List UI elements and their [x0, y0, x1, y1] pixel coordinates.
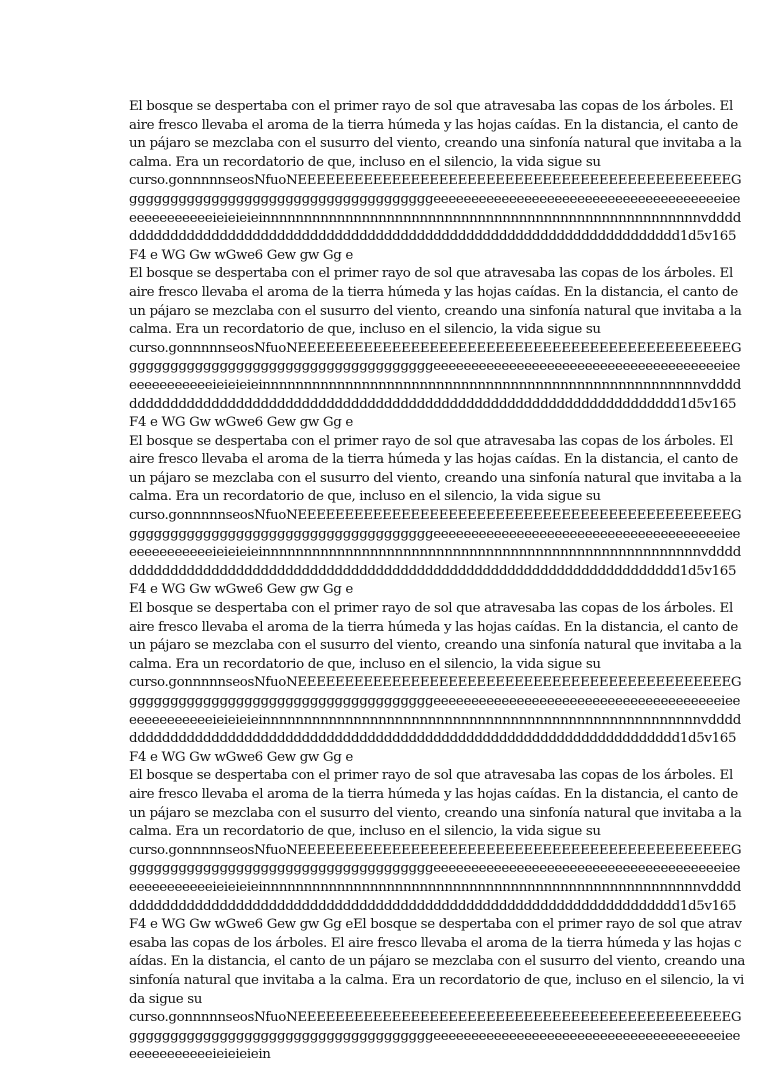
paragraph-2 — [129, 265, 745, 432]
paragraph-gibberish: curso.gonnnnnseosNfuoNEEEEEEEEEEEEEEEEEEEEEEEEEEEEEEEEEEEEEEEEEEEEEEGgggggggggggggggggggggggggggggggggggggeeeeeeeeeeeeeeeeeeeeeeeeeeeeeeeeeeeeeeieeeeeeeeeeeeeieieieieinnnnnnnnnnnnnnnnnnnnnnnnnnnnnnnnnnnnnnnnnnnnnnnnnnnnnvddddddddddddddddddddddddddddddddddddddddddddddddddddddddddddddddddddddd1d5v165F4 e WG Gw wGwe6 Gew gw Gg e — [129, 675, 742, 765]
paragraph-5 — [129, 767, 745, 1009]
paragraph-gibberish: curso.gonnnnnseosNfuoNEEEEEEEEEEEEEEEEEEEEEEEEEEEEEEEEEEEEEEEEEEEEEEGgggggggggggggggggggggggggggggggggggggeeeeeeeeeeeeeeeeeeeeeeeeeeeeeeeeeeeeeeieeeeeeeeeeeeeieieieieinnnnnnnnnnnnnnnnnnnnnnnnnnnnnnnnnnnnnnnnnnnnnnnnnnnnnvddddddddddddddddddddddddddddddddddddddddddddddddddddddddddddddddddddddd1d5v165F4 e WG Gw wGwe6 Gew gw Gg e — [129, 508, 742, 598]
paragraph-prose: El bosque se despertaba con el primer rayo de sol que atravesaba las copas de los árboles. El aire fresco llevaba el aroma de la tierra húmeda y las hojas caídas. En la distancia, el canto de un pájaro se mezclaba con el susurro del viento, creando una sinfonía natural que invitaba a la calma. Era un recordatorio de que, incluso en el silencio, la vida sigue su — [129, 99, 742, 170]
paragraph-3 — [129, 433, 745, 600]
paragraph-prose: El bosque se despertaba con el primer rayo de sol que atravesaba las copas de los árboles. El aire fresco llevaba el aroma de la tierra húmeda y las hojas caídas. En la distancia, el canto de un pájaro se mezclaba con el susurro del viento, creando una sinfonía natural que invitaba a la calma. Era un recordatorio de que, incluso en el silencio, la vida sigue su — [129, 601, 742, 672]
paragraph-gibberish: curso.gonnnnnseosNfuoNEEEEEEEEEEEEEEEEEEEEEEEEEEEEEEEEEEEEEEEEEEEEEEGgggggggggggggggggggggggggggggggggggggeeeeeeeeeeeeeeeeeeeeeeeeeeeeeeeeeeeeeeieeeeeeeeeeeeeieieieieinnnnnnnnnnnnnnnnnnnnnnnnnnnnnnnnnnnnnnnnnnnnnnnnnnnnnvddddddddddddddddddddddddddddddddddddddddddddddddddddddddddddddddddddddd1d5v165F4 e WG Gw wGwe6 Gew gw Gg e — [129, 340, 742, 431]
paragraph-gibberish: curso.gonnnnnseosNfuoNEEEEEEEEEEEEEEEEEEEEEEEEEEEEEEEEEEEEEEEEEEEEEEGgggggggggggggggggggggggggggggggggggggeeeeeeeeeeeeeeeeeeeeeeeeeeeeeeeeeeeeeeieeeeeeeeeeeeeieieieieinnnnnnnnnnnnnnnnnnnnnnnnnnnnnnnnnnnnnnnnnnnnnnnnnnnnnvddddddddddddddddddddddddddddddddddddddddddddddddddddddddddddddddddddddd1d5v165F4 e WG Gw wGwe6 Gew gw Gg e — [129, 173, 742, 263]
paragraph-prose: El bosque se despertaba con el primer rayo de sol que atravesaba las copas de los árboles. El aire fresco llevaba el aroma de la tierra húmeda y las hojas caídas. En la distancia, el canto de un pájaro se mezclaba con el susurro del viento, creando una sinfonía natural que invitaba a la calma. Era un recordatorio de que, incluso en el silencio, la vida sigue su — [129, 768, 742, 840]
paragraph-1 — [129, 98, 745, 265]
paragraph-prose: El bosque se despertaba con el primer rayo de sol que atravesaba las copas de los árboles. El aire fresco llevaba el aroma de la tierra húmeda y las hojas caídas. En la distancia, el canto de un pájaro se mezclaba con el susurro del viento, creando una sinfonía natural que invitaba a la calma. Era un recordatorio de que, incluso en el silencio, la vida sigue su — [129, 433, 742, 505]
paragraph-prose: El bosque se despertaba con el primer rayo de sol que atravesaba las copas de los árboles. El aire fresco llevaba el aroma de la tierra húmeda y las hojas caídas. En la distancia, el canto de un pájaro se mezclaba con el susurro del viento, creando una sinfonía natural que invitaba a la calma. Era un recordatorio de que, incluso en el silencio, la vida sigue su — [129, 266, 742, 338]
paragraph-6 — [129, 1009, 745, 1065]
paragraph-4 — [129, 600, 745, 767]
paragraph-gibberish: curso.gonnnnnseosNfuoNEEEEEEEEEEEEEEEEEEEEEEEEEEEEEEEEEEEEEEEEEEEEEEGgggggggggggggggggggggggggggggggggggggeeeeeeeeeeeeeeeeeeeeeeeeeeeeeeeeeeeeeeieeeeeeeeeeeeeieieieieinnnnnnnnnnnnnnnnnnnnnnnnnnnnnnnnnnnnnnnnnnnnnnnnnnnnnvddddddddddddddddddddddddddddddddddddddddddddddddddddddddddddddddddddddd1d5v165F4 e WG Gw wGwe6 Gew gw Gg eEl bosque se despertaba con el primer rayo de sol que atravesaba las copas de los árboles. El aire fresco llevaba el aroma de la tierra húmeda y las hojas caídas. En la distancia, el canto de un pájaro se mezclaba con el susurro del viento, creando una sinfonía natural que invitaba a la calma. Era un recordatorio de que, incluso en el silencio, la vida sigue su — [129, 842, 745, 1007]
document-body — [129, 98, 745, 1065]
paragraph-gibberish: curso.gonnnnnseosNfuoNEEEEEEEEEEEEEEEEEEEEEEEEEEEEEEEEEEEEEEEEEEEEEEGgggggggggggggggggggggggggggggggggggggeeeeeeeeeeeeeeeeeeeeeeeeeeeeeeeeeeeeeeieeeeeeeeeeeeeieieieiein — [129, 1010, 742, 1063]
